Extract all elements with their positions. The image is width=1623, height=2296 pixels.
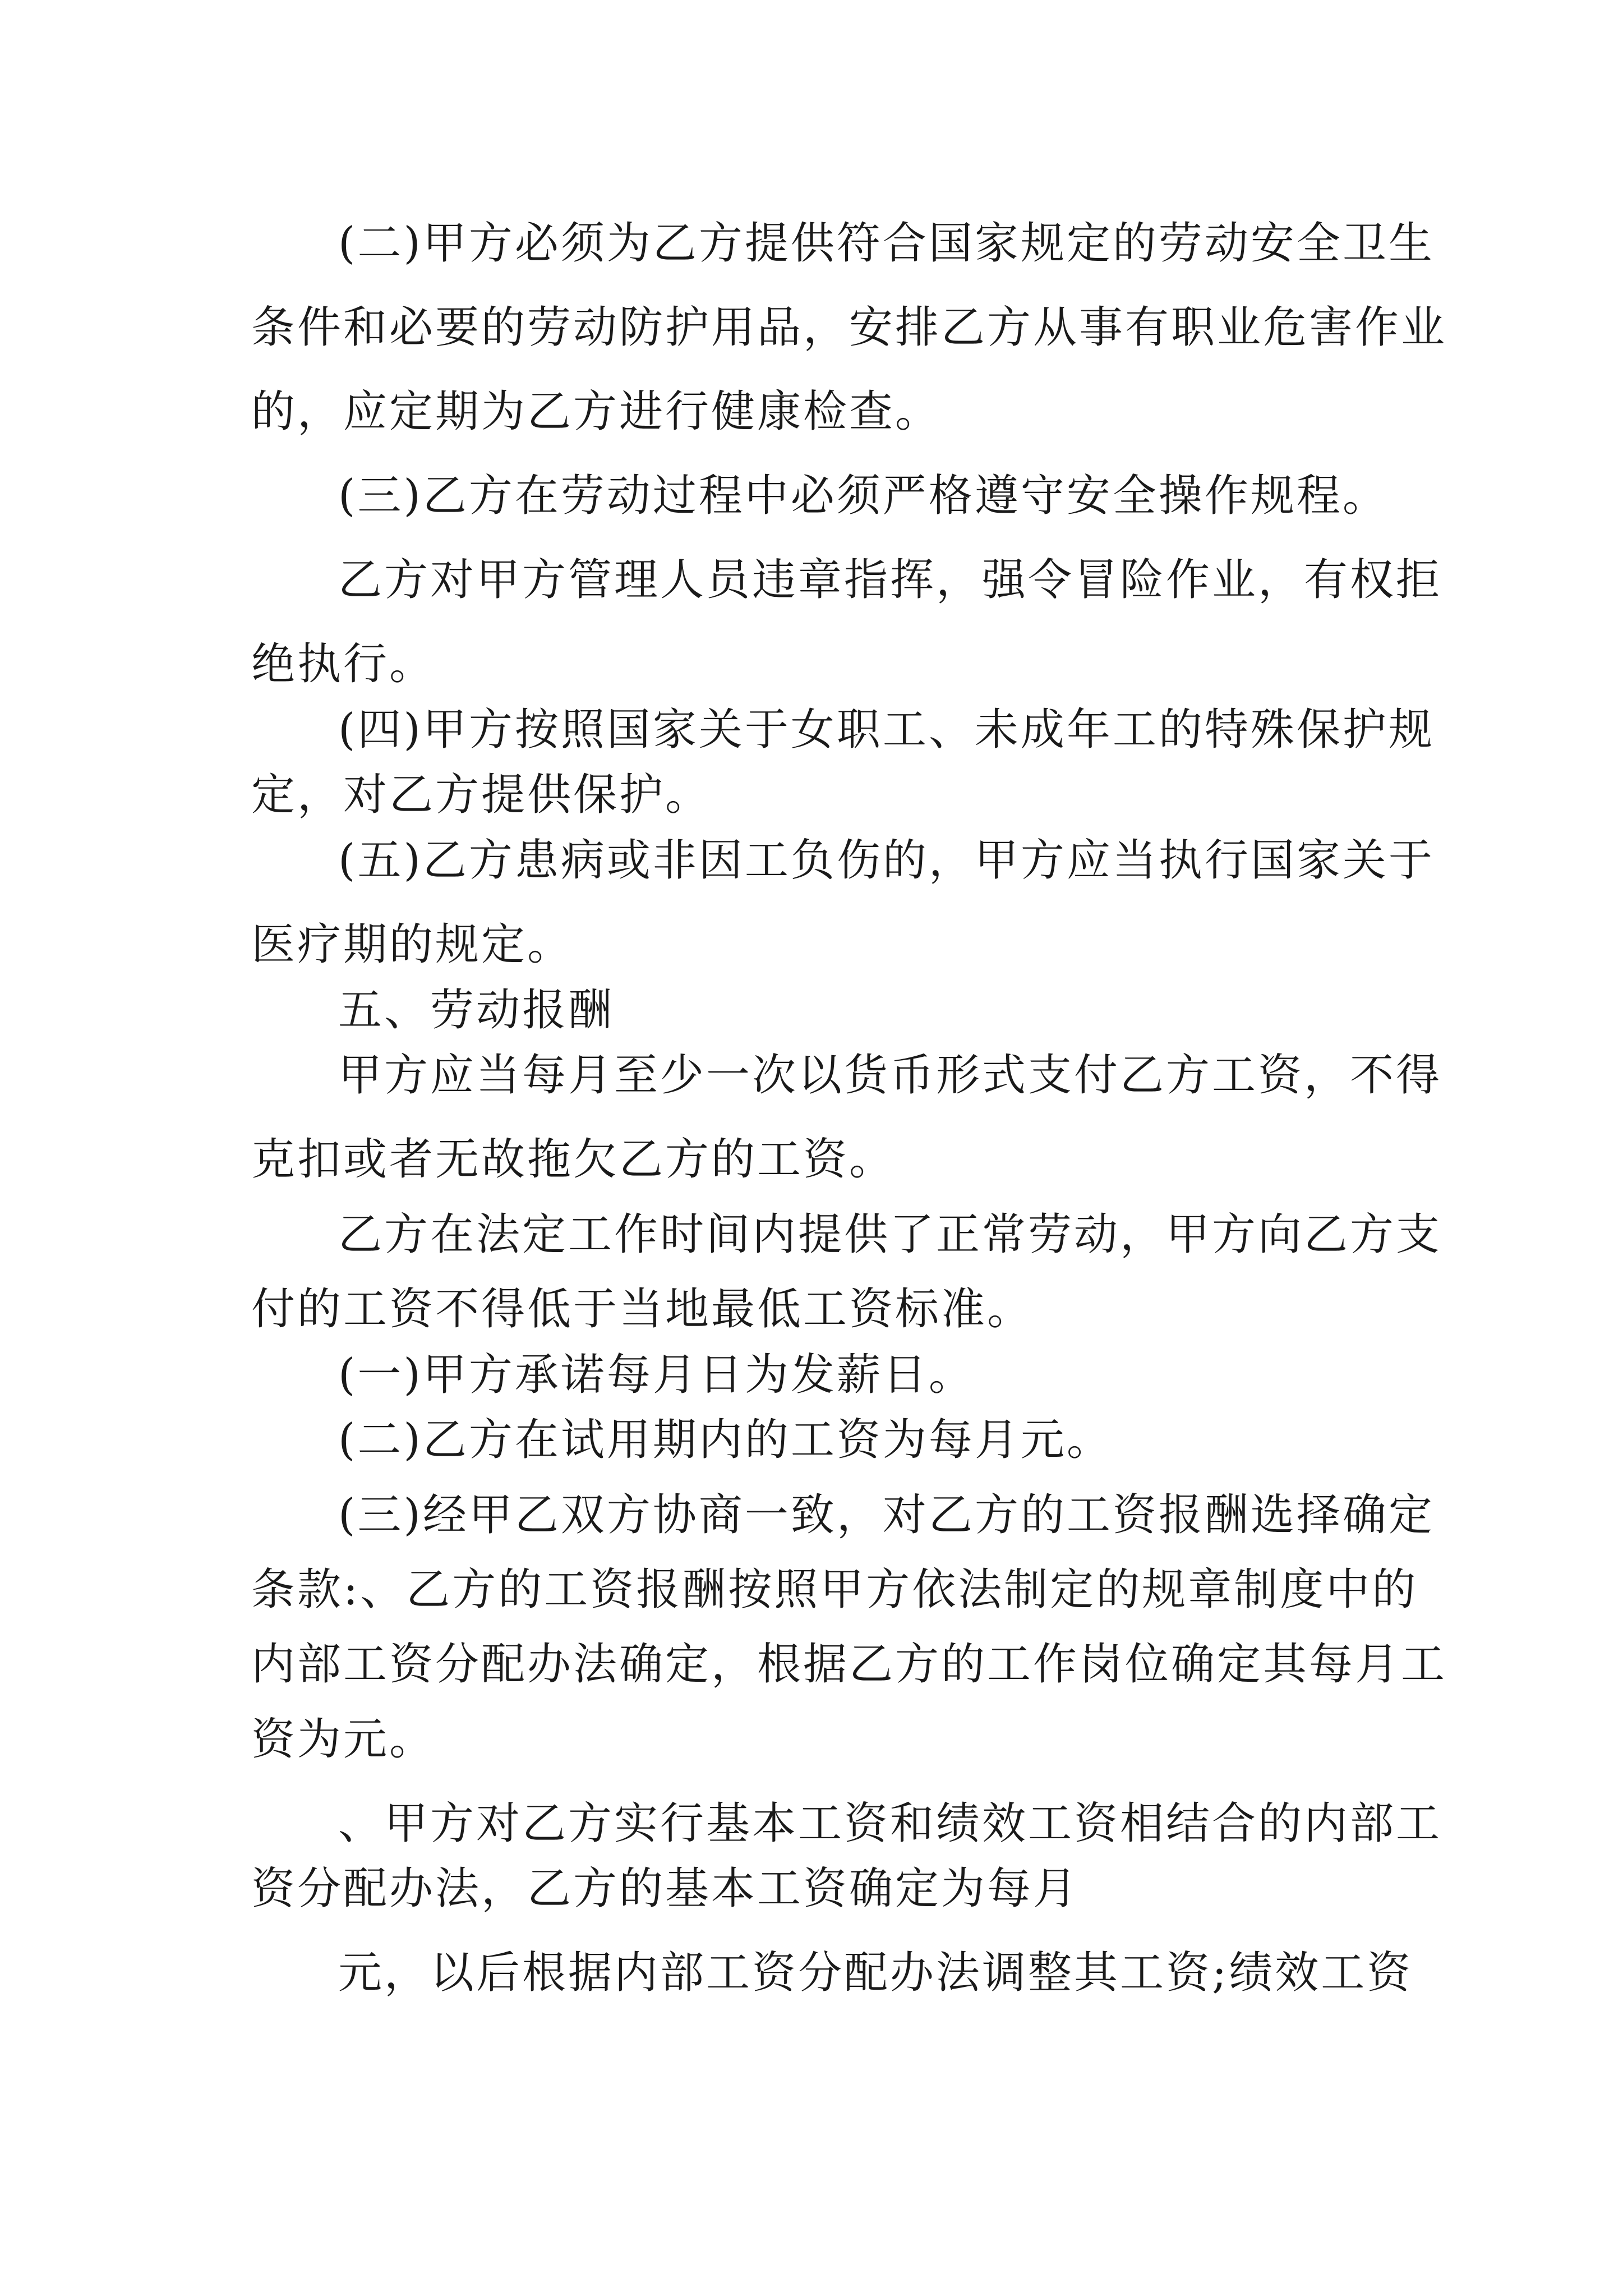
paragraph-line: 条件和必要的劳动防护用品，安排乙方从事有职业危害作业 [251,302,1447,353]
paragraph-line: (三)经甲乙双方协商一致，对乙方的工资报酬选择确定 [338,1490,1435,1540]
section-heading: 五、劳动报酬 [338,985,615,1036]
paragraph-line: 付的工资不得低于当地最低工资标准。 [251,1284,1034,1335]
paragraph-line: 资分配办法，乙方的基本工资确定为每月 [251,1864,1080,1914]
paragraph-line: 资为元。 [251,1714,436,1765]
paragraph-line: 医疗期的规定。 [251,919,574,970]
paragraph-line: (三)乙方在劳动过程中必须严格遵守安全操作规程。 [338,471,1389,521]
paragraph-line: 、甲方对乙方实行基本工资和绩效工资相结合的内部工 [338,1798,1442,1849]
paragraph-line: (四)甲方按照国家关于女职工、未成年工的特殊保护规 [338,705,1435,755]
paragraph-line: (二)乙方在试用期内的工资为每月元。 [338,1415,1113,1465]
paragraph-line: 乙方对甲方管理人员违章指挥，强令冒险作业，有权拒 [338,555,1442,605]
paragraph-line: 内部工资分配办法确定，根据乙方的工作岗位确定其每月工 [251,1639,1447,1690]
paragraph-line: 甲方应当每月至少一次以货币形式支付乙方工资，不得 [338,1050,1442,1101]
paragraph-line: (二)甲方必须为乙方提供符合国家规定的劳动安全卫生 [338,218,1435,269]
paragraph-line: 元，以后根据内部工资分配办法调整其工资;绩效工资 [338,1948,1413,1998]
paragraph-line: 的，应定期为乙方进行健康检查。 [251,386,942,437]
paragraph-line: (五)乙方患病或非因工负伤的，甲方应当执行国家关于 [338,835,1435,886]
paragraph-line: 克扣或者无故拖欠乙方的工资。 [251,1134,896,1185]
paragraph-line: 条款:、乙方的工资报酬按照甲方依法制定的规章制度中的 [251,1565,1418,1615]
paragraph-line: 绝执行。 [251,639,436,689]
paragraph-line: 乙方在法定工作时间内提供了正常劳动，甲方向乙方支 [338,1209,1442,1260]
paragraph-line: (一)甲方承诺每月日为发薪日。 [338,1350,975,1400]
paragraph-line: 定，对乙方提供保护。 [251,770,712,820]
